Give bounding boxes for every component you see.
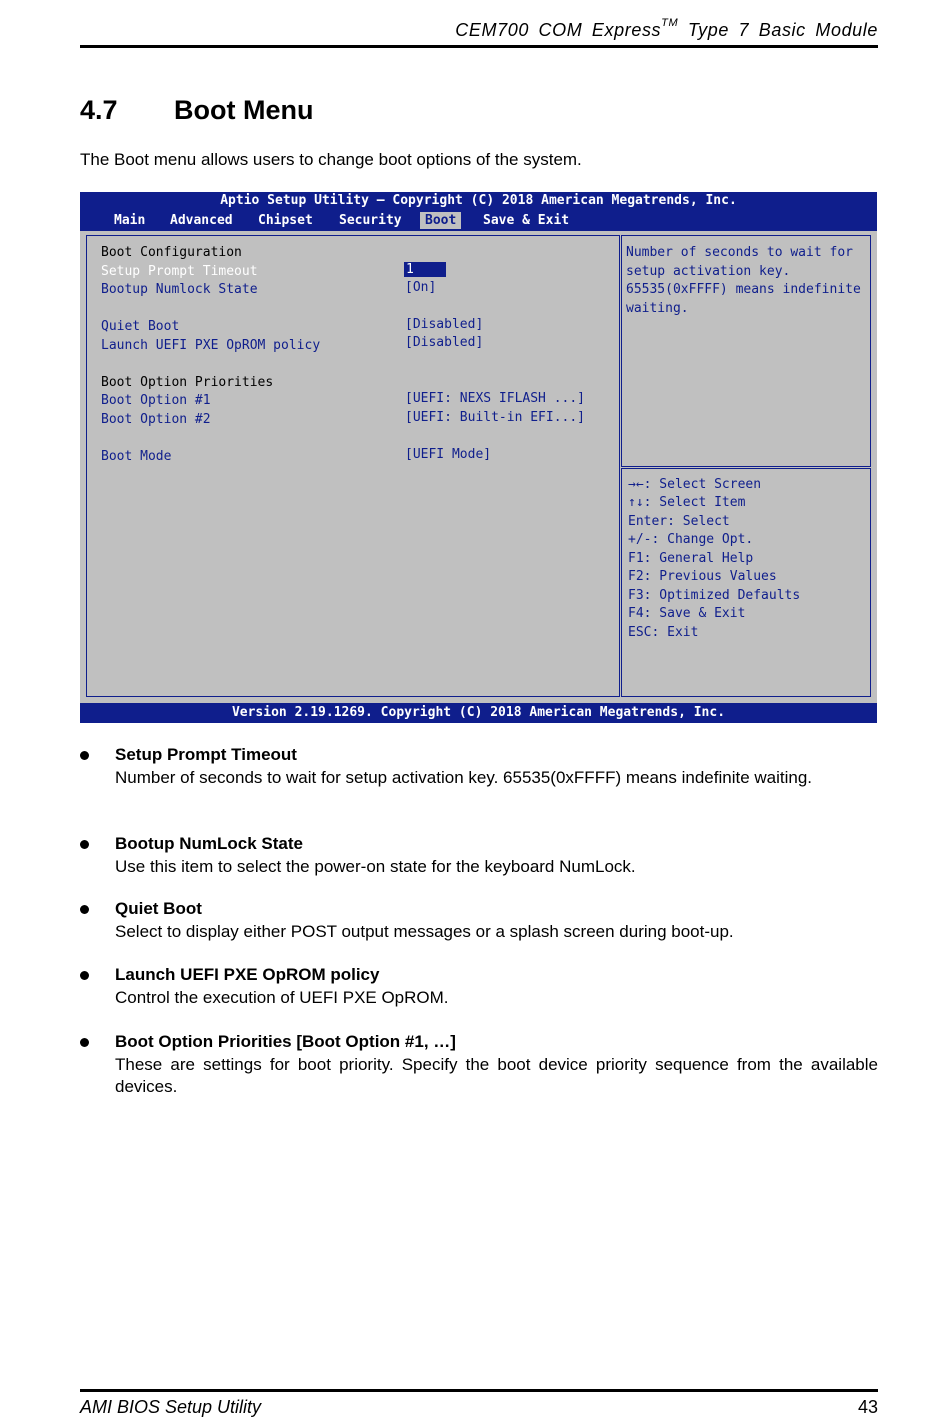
bootup-numlock-value[interactable]: [On]: [405, 280, 437, 295]
bios-menu-save-exit[interactable]: Save & Exit: [483, 213, 570, 228]
bios-title-bar: [80, 192, 877, 231]
bullet-title: Bootup NumLock State: [115, 834, 303, 853]
footer-chapter: AMI BIOS Setup Utility: [80, 1397, 262, 1417]
setup-prompt-timeout-value[interactable]: 1: [404, 262, 446, 277]
quiet-boot-item[interactable]: Quiet Boot: [101, 319, 180, 334]
boot-option-2-value[interactable]: [UEFI: Built-in EFI...]: [405, 410, 586, 425]
footer-rule: [80, 1389, 878, 1392]
bios-menu-boot[interactable]: Boot: [420, 212, 461, 229]
key-hint: ↑↓: Select Item: [628, 495, 746, 510]
bios-menu-main[interactable]: Main: [114, 213, 146, 228]
bullet-description: Control the execution of UEFI PXE OpROM.: [115, 988, 449, 1007]
bullet-dot-icon: [80, 840, 89, 849]
key-hint: ESC: Exit: [628, 625, 699, 640]
boot-option-2-item[interactable]: Boot Option #2: [101, 412, 211, 427]
header-rule: [80, 45, 878, 48]
boot-configuration-heading: Boot Configuration: [101, 245, 242, 260]
key-hint: +/-: Change Opt.: [628, 532, 754, 547]
key-hint: F1: General Help: [628, 551, 754, 566]
section-number: 4.7: [80, 95, 118, 125]
help-line: waiting.: [626, 301, 689, 316]
bullet-dot-icon: [80, 1038, 89, 1047]
key-hint: Enter: Select: [628, 514, 730, 529]
setup-prompt-timeout-item[interactable]: Setup Prompt Timeout: [101, 264, 258, 279]
bullet-description: Select to display either POST output messages or a splash screen during boot-up.: [115, 922, 734, 941]
bullet-title: Boot Option Priorities [Boot Option #1, …]: [115, 1032, 456, 1051]
bios-screenshot: [80, 192, 877, 723]
quiet-boot-value[interactable]: [Disabled]: [405, 317, 484, 332]
bullet-title: Launch UEFI PXE OpROM policy: [115, 965, 380, 984]
key-hint: F3: Optimized Defaults: [628, 588, 801, 603]
boot-mode-value[interactable]: [UEFI Mode]: [405, 447, 492, 462]
key-hint: F4: Save & Exit: [628, 606, 746, 621]
bios-settings-panel: [86, 235, 620, 697]
pxe-policy-value[interactable]: [Disabled]: [405, 335, 484, 350]
bios-menu-security[interactable]: Security: [339, 213, 402, 228]
bullet-title: Setup Prompt Timeout: [115, 745, 297, 764]
bullet-dot-icon: [80, 905, 89, 914]
boot-option-1-value[interactable]: [UEFI: NEXS IFLASH ...]: [405, 391, 586, 406]
boot-option-1-item[interactable]: Boot Option #1: [101, 393, 211, 408]
bios-menu-chipset[interactable]: Chipset: [258, 213, 313, 228]
help-line: Number of seconds to wait for: [626, 245, 853, 260]
page-number: 43: [857, 1397, 878, 1417]
bullet-title: Quiet Boot: [115, 899, 202, 918]
boot-priorities-heading: Boot Option Priorities: [101, 375, 274, 390]
bios-title: Aptio Setup Utility – Copyright (C) 2018 American Megatrends, Inc.: [220, 193, 737, 208]
bullet-description: Number of seconds to wait for setup activation key. 65535(0xFFFF) means indefinite waiting.: [115, 768, 813, 787]
pxe-policy-item[interactable]: Launch UEFI PXE OpROM policy: [101, 338, 321, 353]
bios-menu-advanced[interactable]: Advanced: [170, 213, 233, 228]
bootup-numlock-item[interactable]: Bootup Numlock State: [101, 282, 258, 297]
help-line: 65535(0xFFFF) means indefinite: [626, 282, 861, 297]
bullet-description: Use this item to select the power-on state for the keyboard NumLock.: [115, 857, 636, 876]
key-hint: F2: Previous Values: [628, 569, 777, 584]
bullet-description: These are settings for boot priority. Specify the boot device priority sequence from the available devices.: [115, 1055, 878, 1096]
bullet-dot-icon: [80, 971, 89, 980]
key-hint: →←: Select Screen: [628, 477, 762, 492]
running-header: CEM700 COM Express™ Type 7 Basic Module: [455, 17, 878, 40]
bullet-dot-icon: [80, 751, 89, 760]
section-title: Boot Menu: [174, 95, 314, 125]
bios-footer: Version 2.19.1269. Copyright (C) 2018 American Megatrends, Inc.: [80, 703, 877, 723]
boot-mode-item[interactable]: Boot Mode: [101, 449, 172, 464]
help-line: setup activation key.: [626, 264, 791, 279]
intro-paragraph: The Boot menu allows users to change boot options of the system.: [80, 150, 582, 169]
